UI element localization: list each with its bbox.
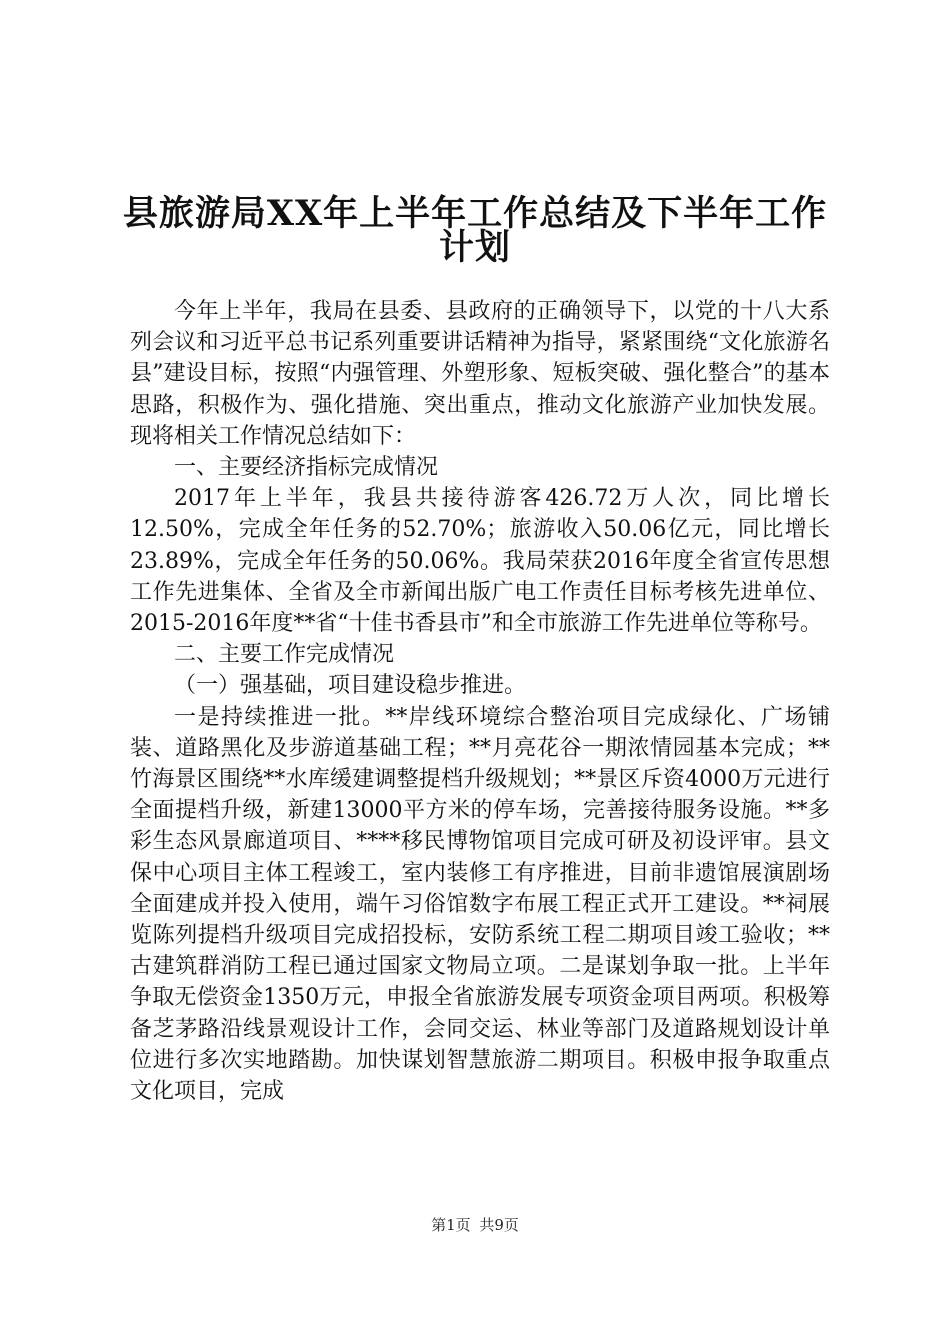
page-footer [0, 1214, 950, 1235]
page-total: 共9页 [479, 1216, 519, 1234]
subsection-heading-1: （一）强基础，项目建设稳步推进。 [174, 673, 527, 699]
paragraph-indicators: 2017年上半年，我县共接待游客426.72万人次，同比增长12.50%，完成全年任务的52.70%；旅游收入50.06亿元，同比增长23.89%，完成全年任务的50.06%。我局荣获2016年度全省宣传思想工作先进集体、全省及全市新闻出版广电工作责任目标考核先进单位、2015-2016年度**省“十佳书香县市”和全市旅游工作先进单位等称号。 [130, 486, 830, 637]
page-number: 第1页 [431, 1216, 471, 1234]
document-title-line-2: 计划 [438, 227, 511, 268]
paragraph-intro: 今年上半年，我局在县委、县政府的正确领导下，以党的十八大系列会议和习近平总书记系列重要讲话精神为指导，紧紧围绕“文化旅游名县”建设目标，按照“内强管理、外塑形象、短板突破、强化整合”的基本思路，积极作为、强化措施、突出重点，推动文化旅游产业加快发展。现将相关工作情况总结如下： [130, 299, 830, 449]
document-body [130, 296, 830, 1107]
document-title-line-1: 县旅游局XX年上半年工作总结及下半年工作 [122, 193, 828, 234]
section-heading-2: 二、主要工作完成情况 [174, 642, 395, 668]
section-heading-1: 一、主要经济指标完成情况 [174, 455, 439, 481]
paragraph-projects: 一是持续推进一批。**岸线环境综合整治项目完成绿化、广场铺装、道路黑化及步游道基础工程；**月亮花谷一期浓情园基本完成；**竹海景区围绕**水库缓建调整提档升级规划；**景区斥资4000万元进行全面提档升级，新建13000平方米的停车场，完善接待服务设施。**多彩生态风景廊道项目、****移民博物馆项目完成可研及初设评审。县文保中心项目主体工程竣工，室内装修工有序推进，目前非遗馆展演剧场全面建成并投入使用，端午习俗馆数字布展工程正式开工建设。**祠展览陈列提档升级项目完成招投标，安防系统工程二期项目竣工验收；**古建筑群消防工程已通过国家文物局立项。二是谋划争取一批。上半年争取无偿资金1350万元，申报全省旅游发展专项资金项目两项。积极筹备芝茅路沿线景观设计工作，会同交运、林业等部门及道路规划设计单位进行多次实地踏勘。加快谋划智慧旅游二期项目。积极申报争取重点文化项目，完成 [130, 704, 830, 1105]
